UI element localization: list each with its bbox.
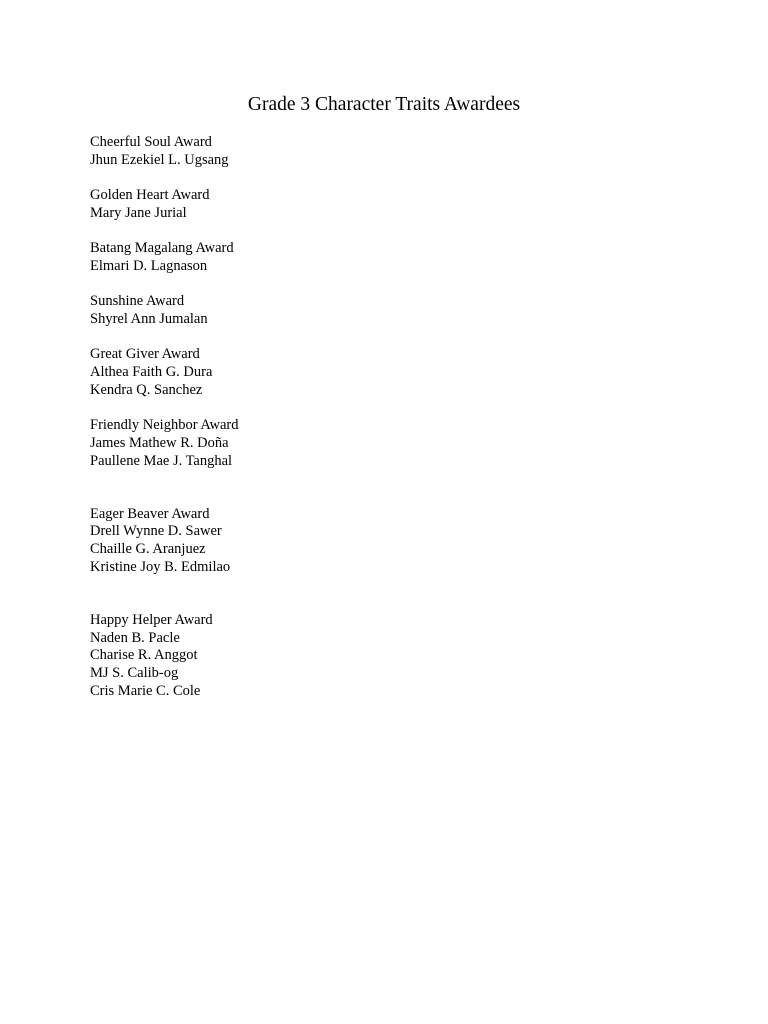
award-name: Eager Beaver Award xyxy=(90,505,210,522)
award-name: Golden Heart Award xyxy=(90,187,210,204)
awardee-name: Paullene Mae J. Tanghal xyxy=(90,452,233,469)
awardee-name: Charise R. Anggot xyxy=(90,647,198,664)
award-name: Happy Helper Award xyxy=(90,611,213,628)
award-block-friendly-neighbor xyxy=(90,417,690,470)
awardee-name: Chaille G. Aranjuez xyxy=(90,541,206,558)
award-name: Sunshine Award xyxy=(90,293,185,310)
award-block-batang-magalang xyxy=(90,240,690,276)
award-block-happy-helper xyxy=(90,612,690,701)
awardee-name: Shyrel Ann Jumalan xyxy=(90,311,208,328)
awardee-name: Kristine Joy B. Edmilao xyxy=(90,559,231,576)
award-block-cheerful-soul xyxy=(90,134,690,170)
awards-list xyxy=(90,134,690,718)
page-title: Grade 3 Character Traits Awardees xyxy=(247,94,521,115)
award-block-eager-beaver xyxy=(90,506,690,577)
awardee-name: Elmari D. Lagnason xyxy=(90,257,208,274)
award-name: Batang Magalang Award xyxy=(90,240,234,257)
award-block-great-giver xyxy=(90,346,690,399)
awardee-name: James Mathew R. Doña xyxy=(90,435,229,452)
awardee-name: Jhun Ezekiel L. Ugsang xyxy=(90,151,229,168)
awardee-name: Cris Marie C. Cole xyxy=(90,683,201,700)
award-name: Cheerful Soul Award xyxy=(90,134,212,150)
awardee-name: Mary Jane Jurial xyxy=(90,204,187,221)
awardee-name: Kendra Q. Sanchez xyxy=(90,381,203,398)
award-block-golden-heart xyxy=(90,187,690,223)
awardee-name: MJ S. Calib-og xyxy=(90,665,179,682)
award-name: Friendly Neighbor Award xyxy=(90,417,239,434)
awardee-name: Naden B. Pacle xyxy=(90,629,180,646)
award-block-sunshine xyxy=(90,293,690,329)
awardee-name: Althea Faith G. Dura xyxy=(90,364,213,381)
award-name: Great Giver Award xyxy=(90,346,200,363)
awardee-name: Drell Wynne D. Sawer xyxy=(90,523,222,540)
